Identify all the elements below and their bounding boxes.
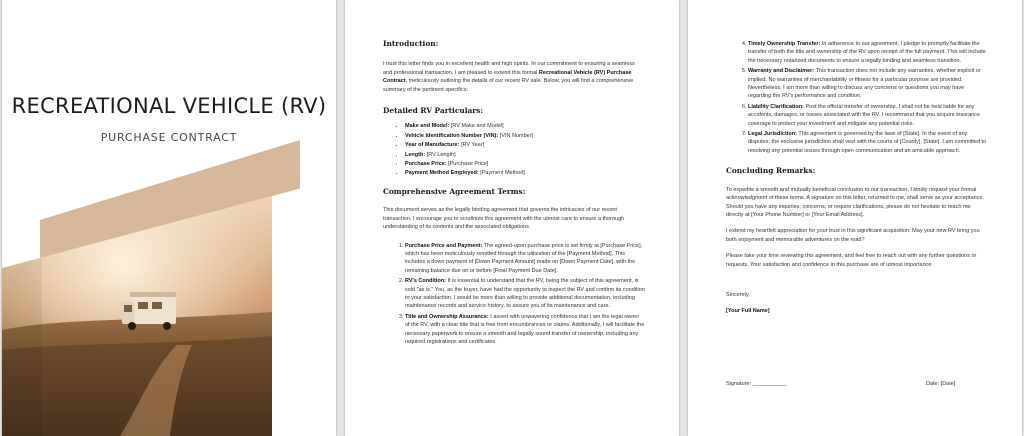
term-text: This agreement is governed by the laws of [State]. In the event of any disputes, the exclusive jurisdiction shall vest with the courts of [County], [State]. I am committed to resolving any potential issues through open communication and an amicable approach. bbox=[748, 131, 987, 154]
concluding-paragraph-3: Please take your time reviewing this agreement, and feel free to reach out with any further questions or requests. Your satisfaction and confidence in this purchase are of utmost importance. bbox=[726, 253, 977, 268]
list-item bbox=[405, 141, 645, 149]
cover-illustration bbox=[2, 0, 336, 436]
particular-label: Purchase Price: bbox=[405, 161, 447, 168]
term-text: I assert with unwavering confidence that I am the legal owner of the RV, with a clear title that is free from encumbrances or claims. Additionally, I will facilitate the necessary paperwork to ensure a smooth and legally sound transfer of ownership, including any required registrations and certificates. bbox=[405, 313, 645, 345]
list-item bbox=[748, 130, 988, 155]
term-label: Legal Jurisdiction: bbox=[748, 131, 797, 138]
cover-page bbox=[2, 0, 336, 436]
particular-label: Year of Manufacture: bbox=[405, 142, 460, 149]
list-item bbox=[405, 169, 645, 177]
page-3-content bbox=[726, 40, 988, 316]
list-item bbox=[405, 122, 645, 130]
particular-label: Vehicle Identification Number (VIN): bbox=[405, 132, 499, 139]
particular-value: [RV Year] bbox=[460, 142, 485, 149]
introduction-bold-text: Recreational Vehicle (RV) Purchase Contract bbox=[383, 69, 632, 85]
list-item bbox=[405, 132, 645, 140]
term-label: Warranty and Disclaimer: bbox=[748, 68, 815, 75]
introduction-paragraph bbox=[383, 60, 645, 94]
particular-value: [Purchase Price] bbox=[448, 161, 489, 168]
particulars-list bbox=[383, 122, 645, 177]
closing-text: Sincerely, bbox=[726, 291, 750, 298]
term-text: It is essential to understand that the RV, being the subject of this agreement, is sold "as is." You, as the buyer, have had the opportunity to inspect the RV and confirm its condition to your satisfaction. I would be more than willing to provide additional documentation, including maintenance records and service history, to assure you of its maintenance and care. bbox=[405, 278, 645, 310]
particular-label: Length: bbox=[405, 151, 426, 158]
term-label: RV's Condition: bbox=[405, 278, 446, 285]
page-2-content bbox=[383, 40, 645, 348]
list-item bbox=[748, 103, 988, 128]
list-item bbox=[405, 313, 645, 347]
contract-page-2 bbox=[345, 0, 679, 436]
list-item bbox=[748, 40, 988, 65]
concluding-heading: Concluding Remarks: bbox=[726, 166, 816, 176]
term-label: Title and Ownership Assurance: bbox=[405, 313, 489, 320]
term-text: This transaction does not include any warranties, whether explicit or implied. No warranties of merchantability or fitness for a particular purpose are provided. Nevertheless, I am more than willing to discuss any concerns or questions you may have regarding the RV's performance and condition. bbox=[748, 68, 981, 100]
concluding-paragraph-1: To expedite a smooth and mutually beneficial conclusion to our transaction, I kindly request your formal acknowledgment of these terms. A signature on this letter, returned to me, shall serve as your acceptance. Should you have any inquiries, concerns, or require clarifications, please do not hesitate to reach me directly at [Your Phone Number] or [Your Email Address]. bbox=[726, 186, 985, 218]
particular-value: [VIN Number] bbox=[499, 132, 534, 139]
particular-label: Make and Model: bbox=[405, 123, 450, 130]
particulars-heading: Detailed RV Particulars: bbox=[383, 106, 484, 116]
list-item bbox=[405, 277, 645, 311]
particular-label: Payment Method Employed: bbox=[405, 170, 479, 177]
cover-subtitle: PURCHASE CONTRACT bbox=[100, 131, 238, 144]
term-label: Purchase Price and Payment: bbox=[405, 242, 483, 249]
concluding-paragraph-2: I extend my heartfelt appreciation for your trust in this significant acquisition. May your new RV bring you both enjoyment and memorable adventures on the road? bbox=[726, 228, 980, 243]
term-label: Liability Clarification: bbox=[748, 103, 804, 110]
term-label: Timely Ownership Transfer: bbox=[748, 41, 821, 47]
term-text: In adherence to our agreement, I pledge to promptly facilitate the transfer of both the title and ownership of the RV upon receipt of the full payment. This will include the necessary notarized documents to ensure a legally binding and seamless transition. bbox=[748, 41, 986, 64]
particular-value: [Payment Method] bbox=[480, 170, 525, 177]
terms-intro: This document serves as the legally binding agreement that governs the intricacies of our recent transaction. I encourage you to scrutinize this agreement with the utmost care to ensure a thorough understanding of its contents and the associated obligations. bbox=[383, 207, 625, 231]
introduction-text-a: I trust this letter finds you in excellent health and high spirits. In our commitment to ensuring a seamless and professional transaction, I am pleased to extend this formal bbox=[383, 61, 635, 76]
list-item bbox=[405, 151, 645, 159]
signature-line: Signature: ___________ bbox=[726, 381, 787, 387]
signer-name: [Your Full Name] bbox=[726, 308, 770, 315]
list-item bbox=[748, 67, 988, 101]
terms-list-part-1 bbox=[383, 242, 645, 347]
particular-value: [RV Length] bbox=[426, 151, 456, 158]
date-line: Date: [Date] bbox=[926, 381, 956, 387]
cover-title: RECREATIONAL VEHICLE (RV) bbox=[11, 94, 327, 118]
introduction-text-b: , meticulously outlining the details of our recent RV sale. Below, you will find a comprehensive summary of the pertinent specifics: bbox=[383, 78, 634, 93]
terms-heading: Comprehensive Agreement Terms: bbox=[383, 186, 526, 196]
terms-list-part-2 bbox=[726, 40, 988, 155]
list-item bbox=[405, 242, 645, 276]
particular-value: [RV Make and Model] bbox=[450, 123, 504, 130]
introduction-heading: Introduction: bbox=[383, 39, 439, 48]
term-text: Post the official transfer of ownership, I shall not be held liable for any accidents, damages, or losses associated with the RV. I recommend that you acquire insurance coverage to protect your investment and mitigate any potential risks. bbox=[748, 103, 981, 127]
term-text: The agreed-upon purchase price is set firmly at [Purchase Price], which has been meticulously remitted through the utilization of the [Payment Method]. This includes a down payment of [Down Payment Amount] made on [Down Payment Date], with the remaining balance due on or before [Final Payment Due Date]. bbox=[405, 242, 643, 274]
contract-page-3 bbox=[688, 0, 1022, 436]
list-item bbox=[405, 160, 645, 168]
